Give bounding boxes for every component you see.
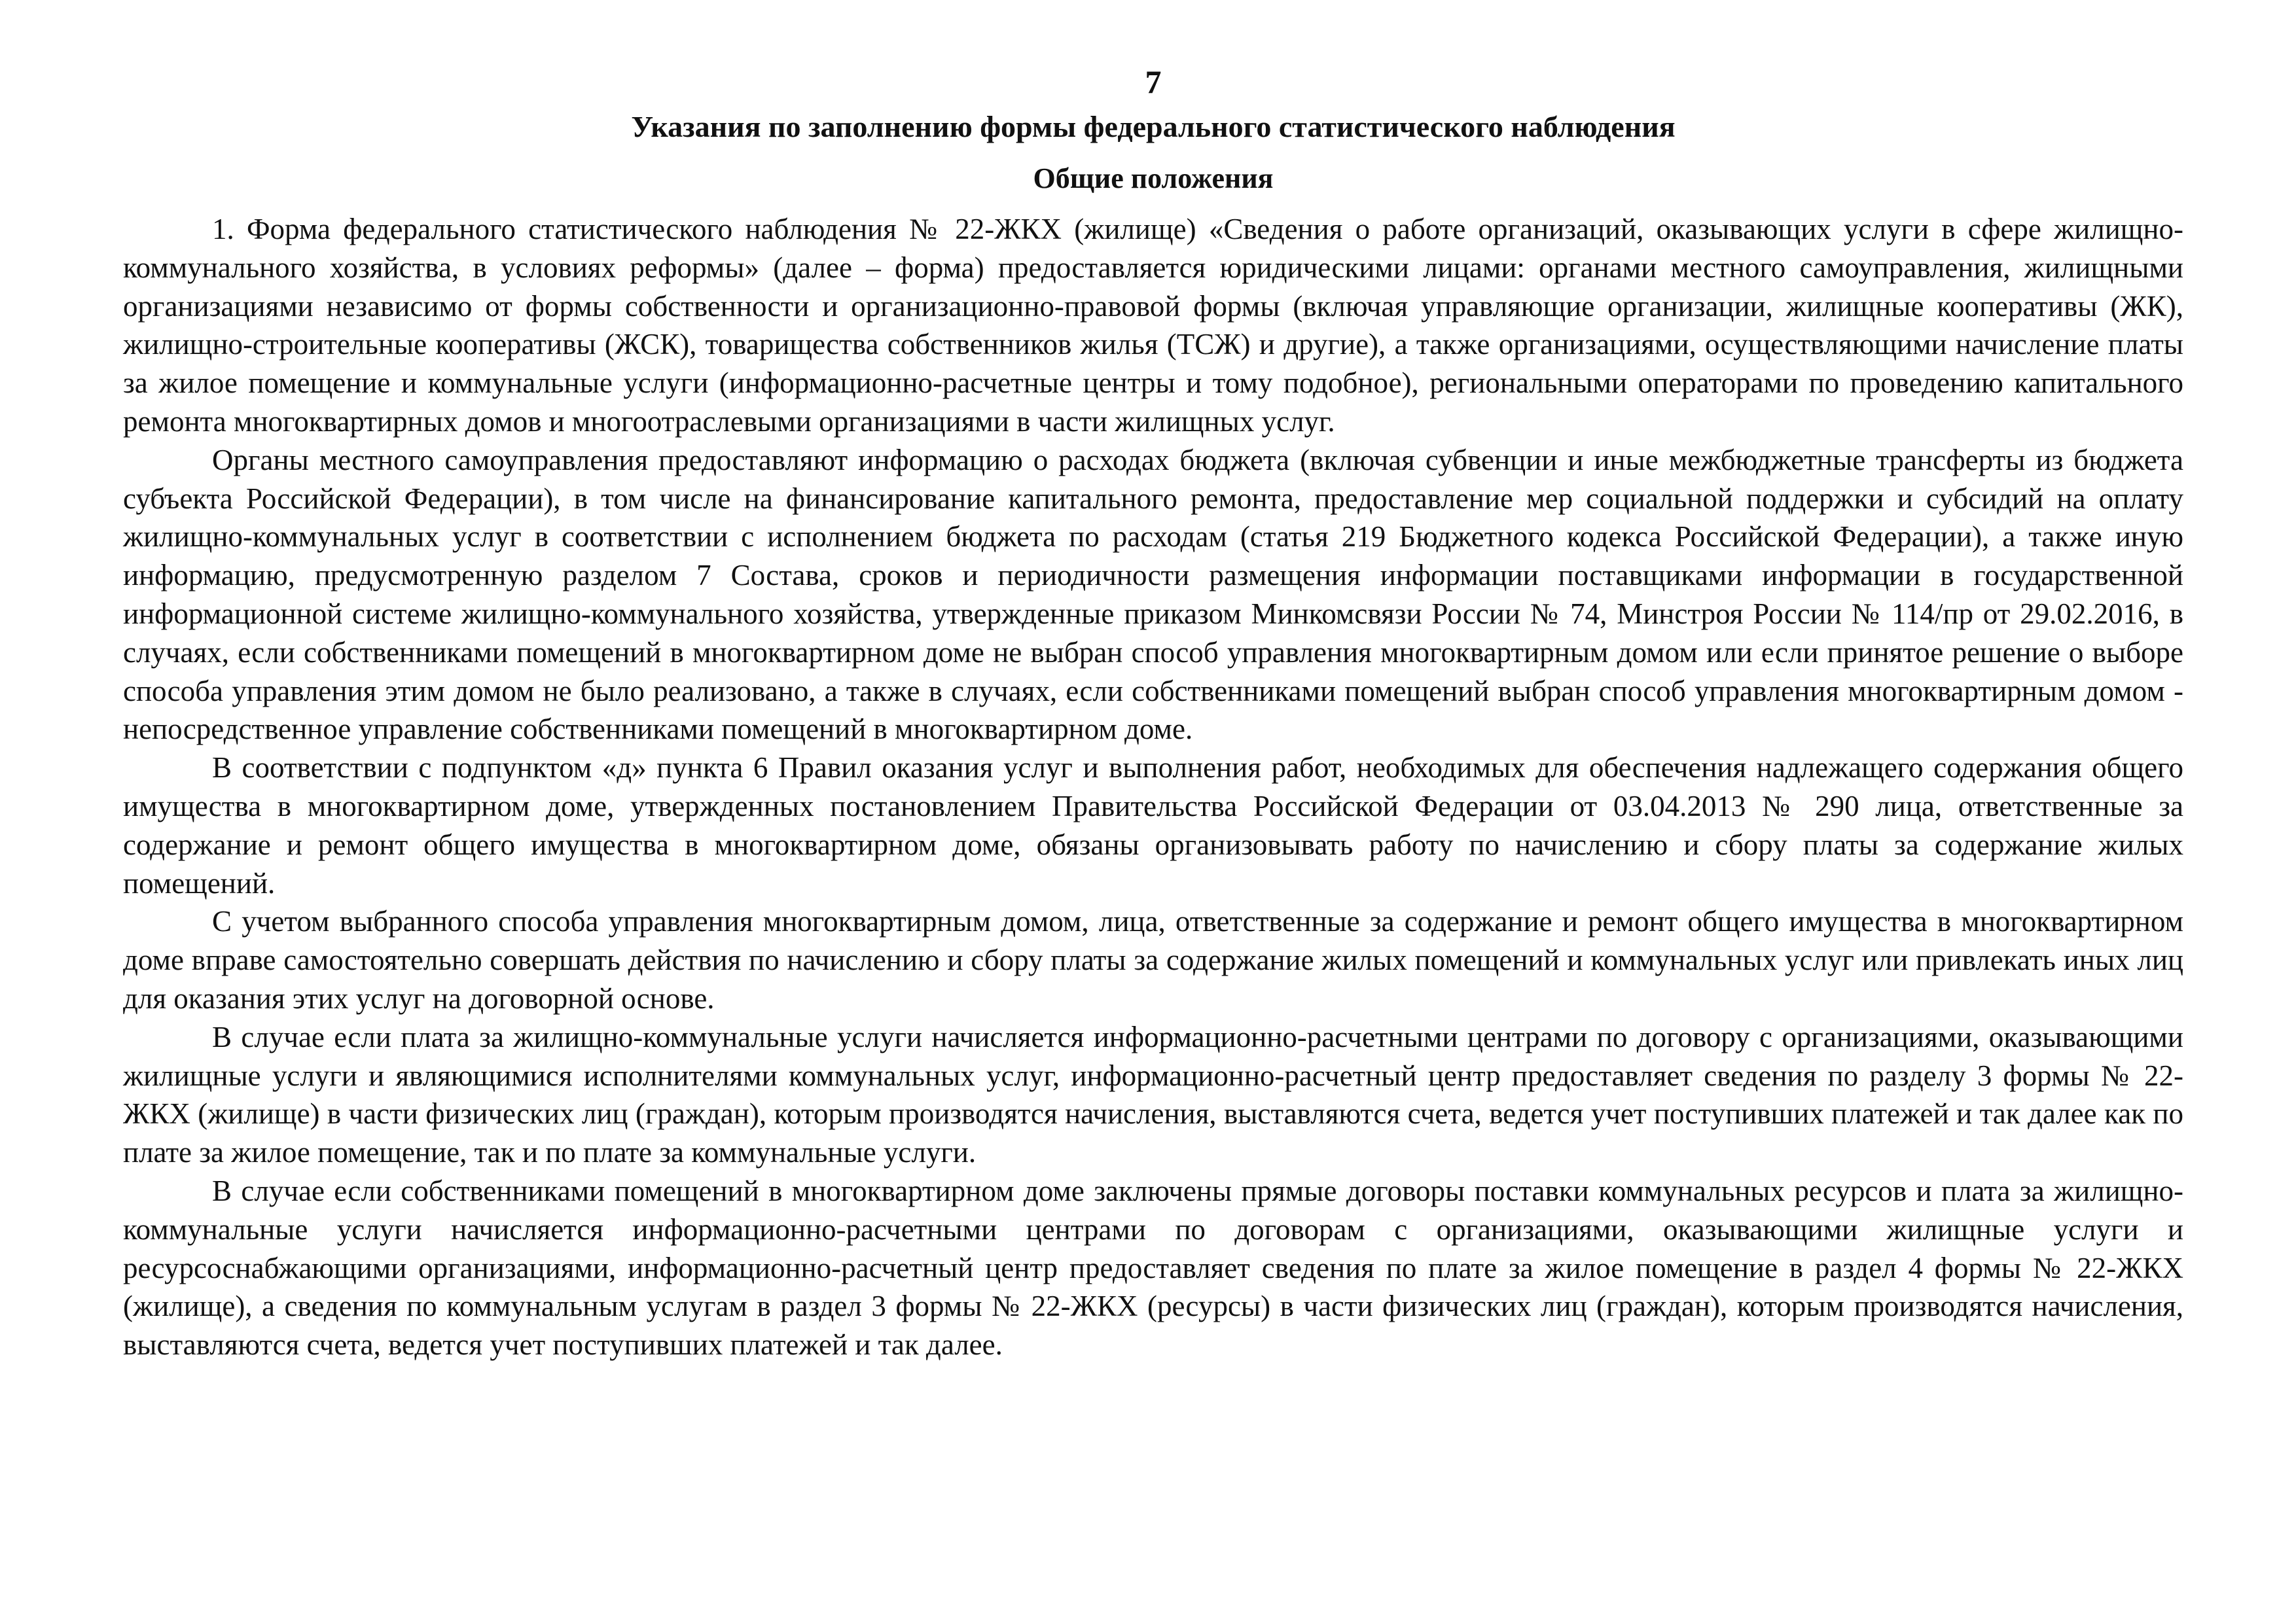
paragraph-2: Органы местного самоуправления предоставляют информацию о расходах бюджета (включая субвенции и иные межбюджетные трансферты из бюджета субъекта Российской Федерации), в том числе на финансирование капитального ремонта, предоставление мер социальной поддержки и субсидий на оплату жилищно-коммунальных услуг в соответствии с исполнением бюджета по расходам (статья 219 Бюджетного кодекса Российской Федерации), а также иную информацию, предусмотренную разделом 7 Состава, сроков и периодичности размещения информации поставщиками информации в государственной информационной системе жилищно-коммунального хозяйства, утвержденные приказом Минкомсвязи России № 74, Минстроя России № 114/пр от 29.02.2016, в случаях, если собственниками помещений в многоквартирном доме не выбран способ управления многоквартирным домом или если принятое решение о выборе способа управления этим домом не было реализовано, а также в случаях, если собственниками помещений выбран способ управления многоквартирным домом - непосредственное управление собственниками помещений в многоквартирном доме. xyxy=(123,443,2183,746)
paragraph-3: В соответствии с подпунктом «д» пункта 6 Правил оказания услуг и выполнения работ, необходимых для обеспечения надлежащего содержания общего имущества в многоквартирном доме, утвержденных постановлением Правительства Российской Федерации от 03.04.2013 № 290 лица, ответственные за содержание и ремонт общего имущества в многоквартирном доме, обязаны организовывать работу по начислению и сбору платы за содержание жилых помещений. xyxy=(123,751,2183,900)
document-title: Указания по заполнению формы федерального статистического наблюдения xyxy=(631,110,1676,143)
paragraph-5: В случае если плата за жилищно-коммунальные услуги начисляется информационно-расчетными центрами по договору с организациями, оказывающими жилищные услуги и являющимися исполнителями коммунальных услуг, информационно-расчетный центр предоставляет сведения по разделу 3 формы № 22-ЖКХ (жилище) в части физических лиц (граждан), которым производятся начисления, выставляются счета, ведется учет поступивших платежей и так далее как по плате за жилое помещение, так и по плате за коммунальные услуги. xyxy=(123,1020,2183,1169)
paragraph-4: С учетом выбранного способа управления многоквартирным домом, лица, ответственные за содержание и ремонт общего имущества в многоквартирном доме вправе самостоятельно совершать действия по начислению и сбору платы за содержание жилых помещений и коммунальных услуг или привлекать иных лиц для оказания этих услуг на договорной основе. xyxy=(123,905,2183,1015)
page-number: 7 xyxy=(1145,63,1162,100)
section-title: Общие положения xyxy=(1033,162,1274,194)
paragraph-1: 1. Форма федерального статистического наблюдения № 22-ЖКХ (жилище) «Сведения о работе организаций, оказывающих услуги в сфере жилищно-коммунального хозяйства, в условиях реформы» (далее – форма) предоставляется юридическими лицами: органами местного самоуправления, жилищными организациями независимо от формы собственности и организационно-правовой формы (включая управляющие организации, жилищные кооперативы (ЖК), жилищно-строительные кооперативы (ЖСК), товарищества собственников жилья (ТСЖ) и другие), а также организациями, осуществляющими начисление платы за жилое помещение и коммунальные услуги (информационно-расчетные центры и тому подобное), региональными операторами по проведению капитального ремонта многоквартирных домов и многоотраслевыми организациями в части жилищных услуг. xyxy=(123,213,2183,438)
paragraph-6: В случае если собственниками помещений в многоквартирном доме заключены прямые договоры поставки коммунальных ресурсов и плата за жилищно-коммунальные услуги начисляется информационно-расчетными центрами по договорам с организациями, оказывающими жилищные услуги и ресурсоснабжающими организациями, информационно-расчетный центр предоставляет сведения по плате за жилое помещение в раздел 4 формы № 22-ЖКХ (жилище), а сведения по коммунальным услугам в раздел 3 формы № 22-ЖКХ (ресурсы) в части физических лиц (граждан), которым производятся начисления, выставляются счета, ведется учет поступивших платежей и так далее. xyxy=(123,1174,2183,1362)
document-page xyxy=(123,62,2183,1364)
